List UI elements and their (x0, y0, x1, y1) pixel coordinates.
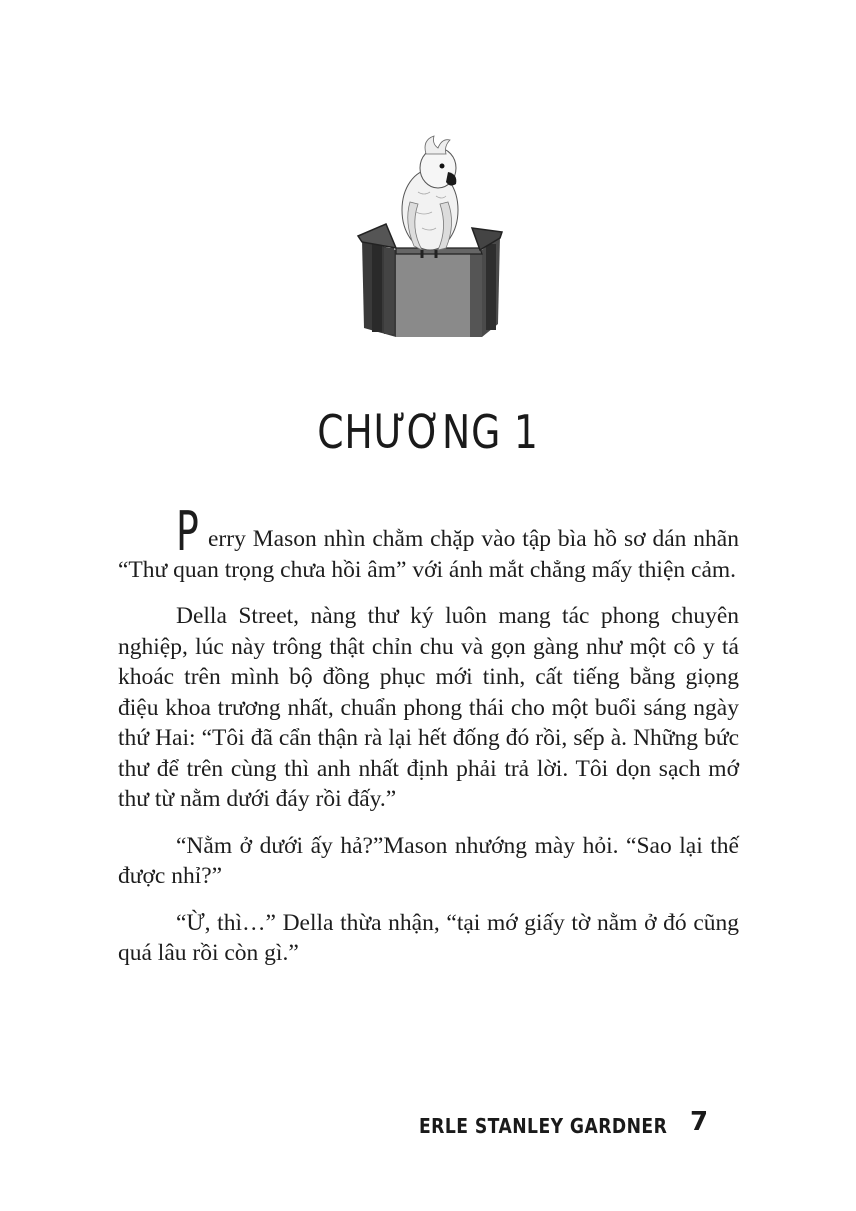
footer-author: ERLE STANLEY GARDNER (419, 1114, 668, 1138)
chapter-body (118, 500, 739, 985)
cockatoo-on-box-icon (352, 132, 508, 342)
paragraph-1-text: erry Mason nhìn chằm chặp vào tập bìa hồ sơ dán nhãn “Thư quan trọng chưa hồi âm” với ánh mắt chẳng mấy thiện cảm. (118, 526, 739, 583)
drop-cap: P (176, 500, 199, 563)
chapter-title: CHƯƠNG 1 (317, 405, 539, 459)
paragraph-3: “Nằm ở dưới ấy hả?”Mason nhướng mày hỏi. “Sao lại thế được nhỉ?” (118, 832, 739, 889)
paragraph-2: Della Street, nàng thư ký luôn mang tác phong chuyên nghiệp, lúc này trông thật chỉn chu và gọn gàng như một cô y tá khoác trên mình bộ đồng phục mới tinh, cất tiếng bằng giọng điệu khoa trương nhất, chuẩn phong thái cho một buổi sáng ngày thứ Hai: “Tôi đã cẩn thận rà lại hết đống đó rồi, sếp à. Những bức thư để trên cùng thì anh nhất định phải trả lời. Tôi dọn sạch mớ thư từ nằm dưới đáy rồi đấy.” (118, 603, 739, 812)
paragraph-1 (118, 500, 739, 585)
paragraph-4: “Ừ, thì…” Della thừa nhận, “tại mớ giấy tờ nằm ở đó cũng quá lâu rồi còn gì.” (118, 909, 739, 966)
page-number: 7 (690, 1107, 709, 1137)
